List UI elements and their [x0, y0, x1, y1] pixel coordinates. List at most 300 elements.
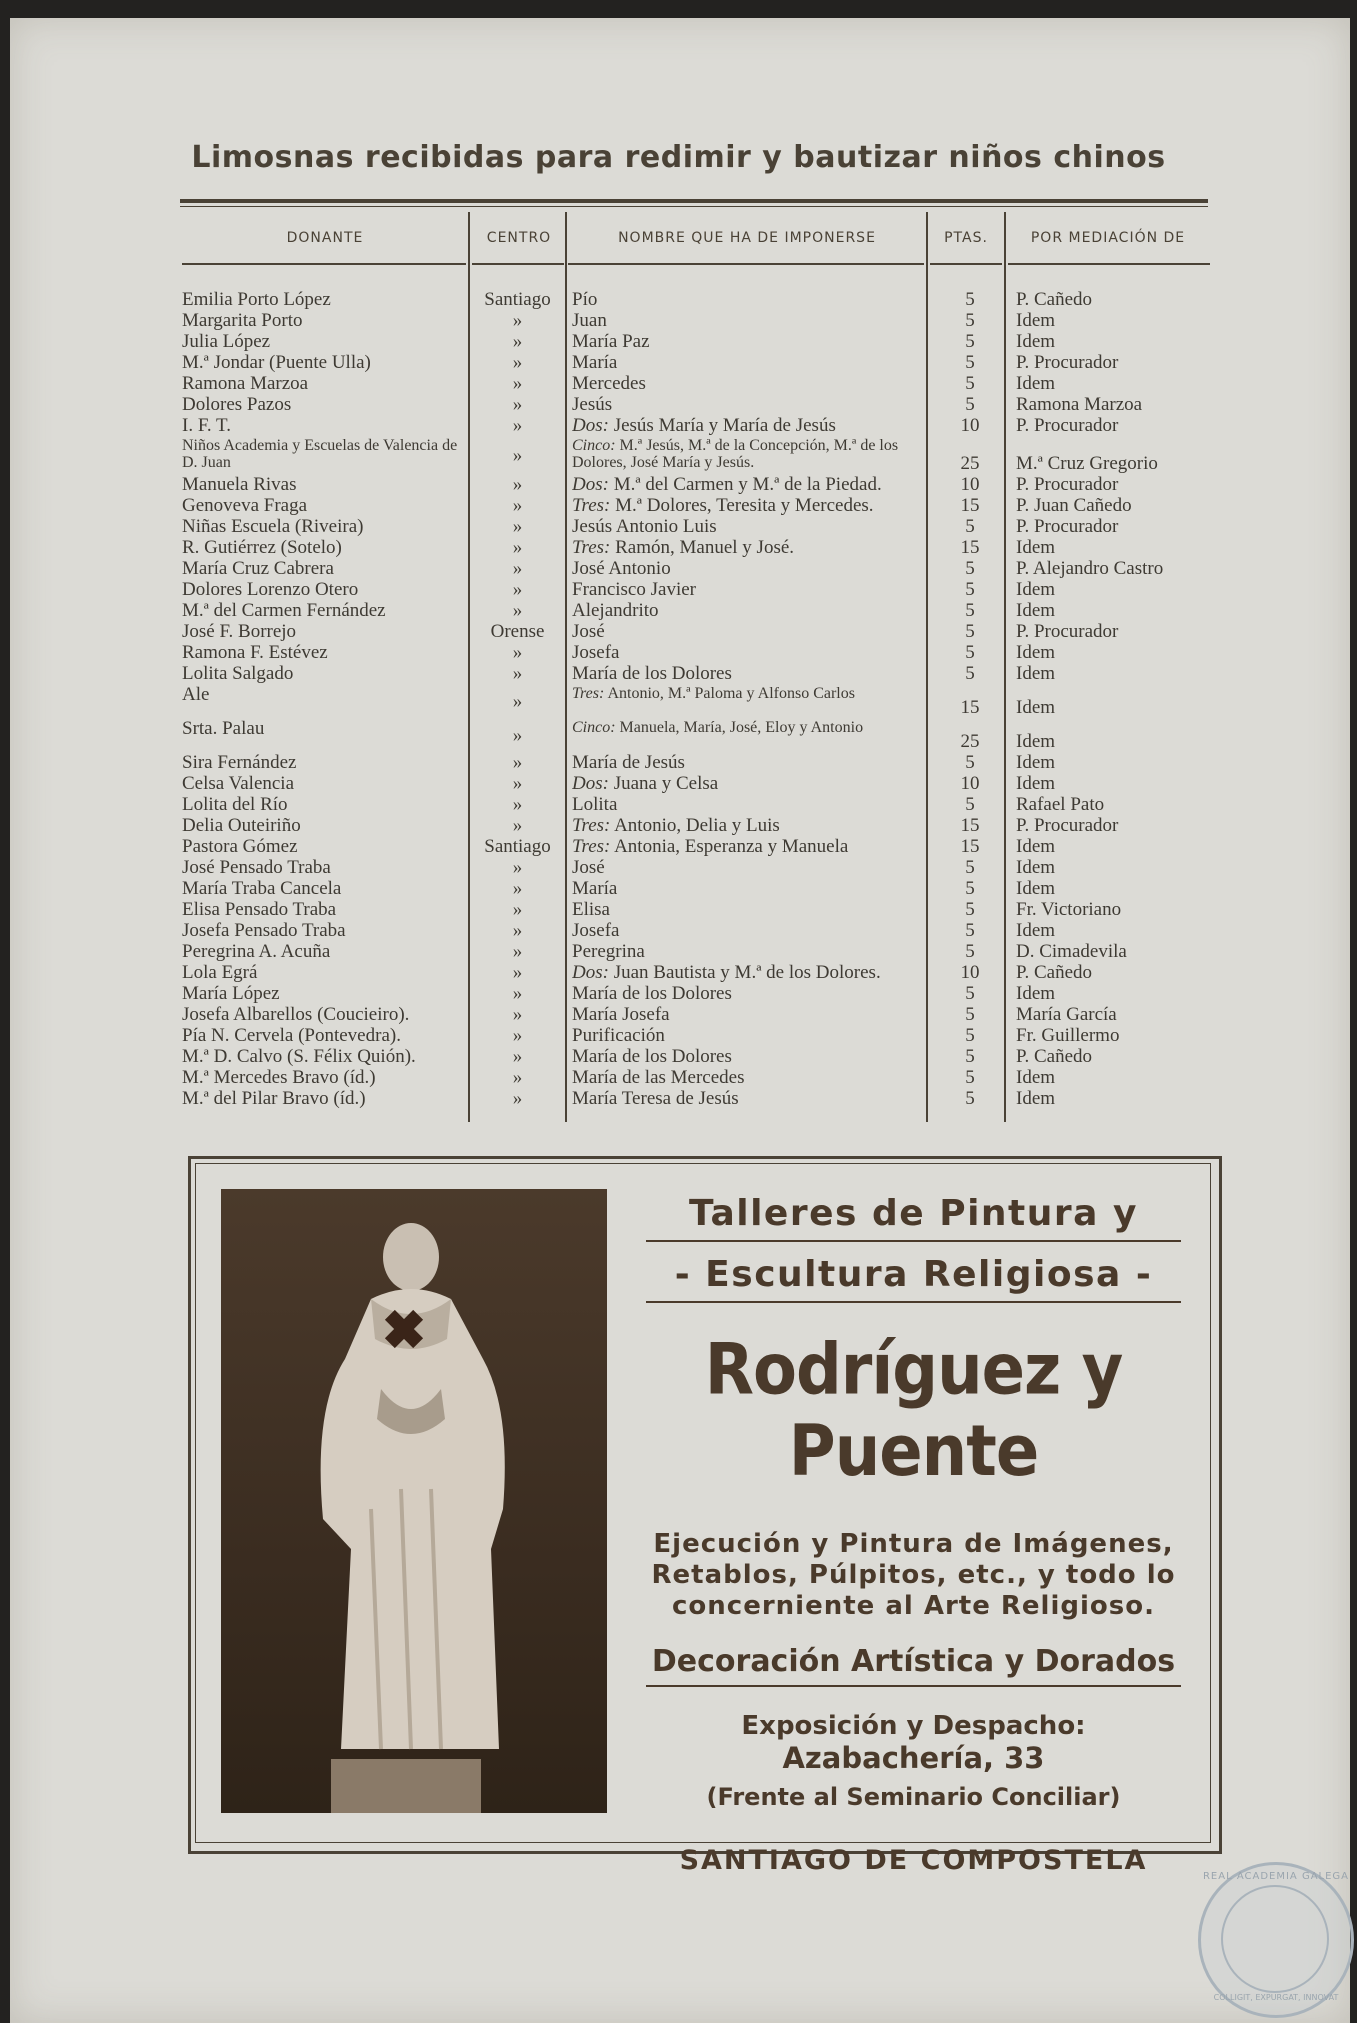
centro-cell: »	[512, 537, 523, 558]
mediacion-cell: Ramona Marzoa	[1016, 394, 1143, 415]
mediacion-cell: Idem	[1016, 857, 1056, 878]
mediacion-cell: Idem	[1016, 1088, 1056, 1109]
ptas-cell: 5	[965, 983, 975, 1004]
table-row	[0, 858, 1357, 879]
donante-cell: Manuela Rivas	[182, 474, 297, 495]
centro-cell: »	[512, 752, 523, 773]
donante-cell: Elisa Pensado Traba	[182, 899, 337, 920]
nombre-text: Josefa	[572, 921, 620, 941]
centro-cell: »	[512, 600, 523, 621]
mediacion-cell: P. Cañedo	[1016, 1046, 1092, 1067]
mediacion-cell: María García	[1016, 1004, 1117, 1025]
nombre-cell	[572, 685, 924, 702]
nombre-text: José Antonio	[572, 559, 671, 579]
nombre-cell	[572, 900, 924, 920]
nombre-text: Juana y Celsa	[613, 774, 719, 794]
centro-cell: »	[512, 352, 523, 373]
centro-cell: Santiago	[484, 836, 551, 857]
ptas-cell: 25	[960, 731, 980, 752]
mediacion-cell: Idem	[1016, 600, 1056, 621]
centro-cell: »	[512, 899, 523, 920]
donante-cell: Dolores Lorenzo Otero	[182, 579, 359, 600]
nombre-cell	[572, 942, 924, 962]
ptas-cell: 5	[965, 1088, 975, 1109]
nombre-cell	[572, 496, 924, 516]
statue-photo	[221, 1189, 607, 1813]
table-row	[0, 353, 1357, 374]
centro-cell: »	[512, 331, 523, 352]
donante-cell: I. F. T.	[182, 415, 231, 436]
nombre-text: Jesús	[572, 395, 613, 415]
nombre-cell	[572, 1068, 924, 1088]
table-row	[0, 559, 1357, 580]
mediacion-cell: Idem	[1016, 773, 1056, 794]
nombre-text: M.ª del Carmen y M.ª de la Piedad.	[613, 475, 882, 495]
mediacion-cell: P. Procurador	[1016, 815, 1119, 836]
mediacion-cell: Idem	[1016, 579, 1056, 600]
centro-cell: »	[512, 724, 523, 746]
centro-cell: »	[512, 642, 523, 663]
ptas-cell: 5	[965, 878, 975, 899]
table-row	[0, 332, 1357, 353]
donante-cell: Genoveva Fraga	[182, 495, 308, 516]
ptas-cell: 15	[960, 697, 980, 718]
donante-cell: Pastora Gómez	[182, 836, 298, 857]
centro-cell: »	[512, 1025, 523, 1046]
table-row	[0, 437, 1357, 475]
advertisement	[188, 1156, 1222, 1876]
donante-cell: Julia López	[182, 331, 271, 352]
centro-cell: Orense	[490, 621, 545, 642]
ad-address-note: (Frente al Seminario Conciliar)	[706, 1783, 1121, 1811]
ptas-cell: 5	[965, 1067, 975, 1088]
donante-cell: Margarita Porto	[182, 310, 303, 331]
nombre-text: Jesús Antonio Luis	[572, 517, 717, 537]
ad-address	[646, 1711, 1181, 1775]
ptas-cell: 5	[965, 331, 975, 352]
nombre-cell	[572, 622, 924, 642]
donante-cell: José Pensado Traba	[182, 857, 331, 878]
mediacion-cell: M.ª Cruz Gregorio	[1016, 453, 1158, 474]
nombre-cell	[572, 1047, 924, 1067]
nombre-cell	[572, 416, 924, 436]
seal-bottom-text: COLLIGIT, EXPURGAT, INNOVAT	[1213, 1993, 1339, 2002]
centro-cell: »	[512, 941, 523, 962]
mediacion-cell: Idem	[1016, 920, 1056, 941]
mediacion-cell: Idem	[1016, 373, 1056, 394]
nombre-text: M.ª Dolores, Teresita y Mercedes.	[615, 496, 874, 516]
donante-cell: Srta. Palau	[182, 718, 265, 739]
nombre-text: Peregrina	[572, 942, 645, 962]
centro-cell: »	[512, 983, 523, 1004]
donante-cell: Peregrina A. Acuña	[182, 941, 331, 962]
table-row	[0, 496, 1357, 517]
ptas-cell: 5	[965, 857, 975, 878]
nombre-text: María de Jesús	[572, 753, 685, 773]
mediacion-cell: Idem	[1016, 663, 1056, 684]
centro-cell: »	[512, 663, 523, 684]
mediacion-cell: Fr. Guillermo	[1016, 1025, 1120, 1046]
header-rule	[182, 263, 466, 265]
ptas-cell: 5	[965, 920, 975, 941]
table-row	[0, 374, 1357, 395]
nombre-count: Tres:	[572, 685, 605, 702]
mediacion-cell: P. Procurador	[1016, 516, 1119, 537]
table-row	[0, 311, 1357, 332]
ad-line-talleres: Talleres de Pintura y	[689, 1193, 1138, 1234]
ptas-cell: 15	[960, 836, 980, 857]
centro-cell: »	[512, 495, 523, 516]
mediacion-cell: P. Procurador	[1016, 474, 1119, 495]
nombre-cell	[572, 374, 924, 394]
ad-rule	[646, 1685, 1181, 1687]
donante-cell: M.ª del Pilar Bravo (íd.)	[182, 1088, 366, 1109]
ad-company-name: Rodríguez y Puente	[704, 1329, 1123, 1493]
donante-cell: José F. Borrejo	[182, 621, 297, 642]
nombre-text: Antonio, M.ª Paloma y Alfonso Carlos	[607, 685, 855, 702]
nombre-count: Dos:	[572, 774, 609, 794]
nombre-count: Dos:	[572, 475, 609, 495]
ptas-cell: 5	[965, 310, 975, 331]
centro-cell: »	[512, 516, 523, 537]
donante-cell: Lolita Salgado	[182, 663, 294, 684]
nombre-cell	[572, 538, 924, 558]
mediacion-cell: Idem	[1016, 537, 1056, 558]
centro-cell: »	[512, 579, 523, 600]
ad-decoration: Decoración Artística y Dorados	[651, 1644, 1176, 1679]
header-centro: CENTRO	[486, 230, 552, 246]
academy-seal	[1198, 1862, 1354, 2018]
donante-cell: Ramona Marzoa	[182, 373, 309, 394]
donante-cell: María Cruz Cabrera	[182, 558, 334, 579]
header-rule	[930, 263, 1002, 265]
mediacion-cell: P. Alejandro Castro	[1016, 558, 1164, 579]
nombre-cell	[572, 1026, 924, 1046]
mediacion-cell: P. Procurador	[1016, 415, 1119, 436]
ptas-cell: 5	[965, 516, 975, 537]
nombre-cell	[572, 774, 924, 794]
nombre-cell	[572, 963, 924, 983]
nombre-text: Jesús María y María de Jesús	[613, 416, 836, 436]
ad-address-label: Exposición y Despacho:	[741, 1711, 1086, 1741]
ptas-cell: 5	[965, 600, 975, 621]
table-row	[0, 664, 1357, 685]
header-ptas: PTAS.	[944, 230, 988, 246]
table-row	[0, 984, 1357, 1005]
nombre-cell	[572, 816, 924, 836]
centro-cell: »	[512, 794, 523, 815]
mediacion-cell: P. Juan Cañedo	[1016, 495, 1132, 516]
ptas-cell: 10	[960, 415, 980, 436]
centro-cell: »	[512, 1088, 523, 1109]
mediacion-cell: Idem	[1016, 1067, 1056, 1088]
nombre-text: Alejandrito	[572, 601, 659, 621]
table-row	[0, 942, 1357, 963]
nombre-text: María Paz	[572, 332, 650, 352]
nombre-cell	[572, 559, 924, 579]
mediacion-cell: Rafael Pato	[1016, 794, 1105, 815]
mediacion-cell: Idem	[1016, 752, 1056, 773]
header-donante: DONANTE	[286, 230, 364, 246]
donante-cell: Josefa Pensado Traba	[182, 920, 346, 941]
nombre-cell	[572, 475, 924, 495]
ad-rule	[646, 1301, 1181, 1303]
ptas-cell: 5	[965, 941, 975, 962]
mediacion-cell: P. Procurador	[1016, 621, 1119, 642]
nombre-text: Manuela, María, José, Eloy y Antonio	[619, 719, 864, 736]
header-rule	[1008, 263, 1210, 265]
mediacion-cell: Idem	[1016, 642, 1056, 663]
ptas-cell: 15	[960, 815, 980, 836]
nombre-cell	[572, 1005, 924, 1025]
seal-inner-ring	[1221, 1885, 1329, 1993]
donante-cell: R. Gutiérrez (Sotelo)	[182, 537, 342, 558]
donante-cell: M.ª D. Calvo (S. Félix Quión).	[182, 1046, 416, 1067]
ptas-cell: 5	[965, 373, 975, 394]
table-row	[0, 963, 1357, 984]
nombre-cell	[572, 753, 924, 773]
ptas-cell: 5	[965, 794, 975, 815]
table-row	[0, 580, 1357, 601]
nombre-cell	[572, 795, 924, 815]
nombre-text: José	[572, 858, 605, 878]
centro-cell: »	[512, 373, 523, 394]
donante-cell: María López	[182, 983, 280, 1004]
nombre-cell	[572, 353, 924, 373]
nombre-cell	[572, 580, 924, 600]
statue-figure	[221, 1189, 607, 1813]
nombre-cell	[572, 858, 924, 878]
ptas-cell: 5	[965, 752, 975, 773]
nombre-text: María Josefa	[572, 1005, 670, 1025]
donante-cell: Ale	[182, 684, 210, 705]
table-row	[0, 290, 1357, 311]
nombre-text: M.ª Jesús, M.ª de la Concepción, M.ª de los Dolores, José María y Jesús.	[572, 437, 899, 471]
ptas-cell: 5	[965, 1004, 975, 1025]
ad-city: SANTIAGO DE COMPOSTELA	[679, 1845, 1148, 1876]
nombre-text: José	[572, 622, 605, 642]
title-rule	[180, 199, 1208, 203]
mediacion-cell: Idem	[1016, 731, 1056, 752]
ad-description: Ejecución y Pintura de Imágenes, Retablos, Púlpitos, etc., y todo lo concerniente al Arte Religioso.	[651, 1529, 1176, 1621]
nombre-cell	[572, 643, 924, 663]
table-row	[0, 416, 1357, 437]
nombre-text: María de los Dolores	[572, 1047, 732, 1067]
table-row	[0, 795, 1357, 816]
centro-cell: »	[512, 394, 523, 415]
ad-line-escultura: - Escultura Religiosa -	[674, 1254, 1153, 1295]
header-rule	[472, 263, 564, 265]
donante-cell: Delia Outeiriño	[182, 815, 301, 836]
nombre-text: Ramón, Manuel y José.	[615, 538, 795, 558]
table-row	[0, 774, 1357, 795]
ptas-cell: 5	[965, 1025, 975, 1046]
mediacion-cell: Idem	[1016, 310, 1056, 331]
ptas-cell: 15	[960, 537, 980, 558]
mediacion-cell: Idem	[1016, 836, 1056, 857]
centro-cell: »	[512, 773, 523, 794]
donante-cell: M.ª Mercedes Bravo (íd.)	[182, 1067, 376, 1088]
nombre-text: Pío	[572, 290, 598, 310]
mediacion-cell: Idem	[1016, 983, 1056, 1004]
nombre-count: Tres:	[572, 496, 611, 516]
nombre-text: Antonio, Delia y Luis	[614, 816, 780, 836]
centro-cell: »	[512, 878, 523, 899]
ad-rule	[646, 1240, 1181, 1242]
donante-cell: Niños Academia y Escuelas de Valencia de D. Juan	[182, 437, 458, 471]
nombre-cell	[572, 719, 924, 736]
table-row	[0, 879, 1357, 900]
table-row	[0, 601, 1357, 622]
centro-cell: »	[512, 962, 523, 983]
seal-top-text: REAL ACADEMIA GALEGA	[1202, 1871, 1350, 1882]
donante-cell: Niñas Escuela (Riveira)	[182, 516, 364, 537]
table-row	[0, 753, 1357, 774]
ptas-cell: 5	[965, 1046, 975, 1067]
nombre-cell	[572, 332, 924, 352]
ptas-cell: 5	[965, 289, 975, 310]
table-row	[0, 622, 1357, 643]
nombre-text: Elisa	[572, 900, 610, 920]
table-row	[0, 1068, 1357, 1089]
centro-cell: »	[512, 920, 523, 941]
donante-cell: M.ª del Carmen Fernández	[182, 600, 386, 621]
nombre-text: Antonia, Esperanza y Manuela	[614, 837, 849, 857]
table-row	[0, 837, 1357, 858]
table-row	[0, 395, 1357, 416]
table-row	[0, 685, 1357, 719]
title-rule-thin	[180, 206, 1208, 207]
mediacion-cell: P. Procurador	[1016, 352, 1119, 373]
nombre-count: Dos:	[572, 416, 609, 436]
ptas-cell: 5	[965, 352, 975, 373]
ptas-cell: 5	[965, 663, 975, 684]
donante-cell: Pía N. Cervela (Pontevedra).	[182, 1025, 401, 1046]
donante-cell: Celsa Valencia	[182, 773, 295, 794]
donante-cell: Lolita del Río	[182, 794, 288, 815]
nombre-text: María de los Dolores	[572, 984, 732, 1004]
donante-cell: M.ª Jondar (Puente Ulla)	[182, 352, 371, 373]
nombre-count: Cinco:	[572, 719, 616, 736]
header-mediacion: POR MEDIACIÓN DE	[1030, 230, 1186, 246]
centro-cell: »	[512, 1004, 523, 1025]
nombre-cell	[572, 290, 924, 310]
table-row	[0, 643, 1357, 664]
nombre-cell	[572, 437, 924, 471]
mediacion-cell: Idem	[1016, 697, 1056, 718]
table-row	[0, 1047, 1357, 1068]
nombre-cell	[572, 664, 924, 684]
nombre-text: Juan	[572, 311, 607, 331]
nombre-count: Cinco:	[572, 437, 616, 454]
table-row	[0, 538, 1357, 559]
ptas-cell: 5	[965, 558, 975, 579]
donante-cell: Ramona F. Estévez	[182, 642, 328, 663]
centro-cell: »	[512, 1046, 523, 1067]
mediacion-cell: Idem	[1016, 331, 1056, 352]
ptas-cell: 5	[965, 579, 975, 600]
nombre-text: María de las Mercedes	[572, 1068, 745, 1088]
nombre-text: María	[572, 353, 618, 373]
nombre-text: Mercedes	[572, 374, 646, 394]
nombre-text: Juan Bautista y M.ª de los Dolores.	[613, 963, 881, 983]
nombre-text: Francisco Javier	[572, 580, 696, 600]
ptas-cell: 10	[960, 962, 980, 983]
donante-cell: Josefa Albarellos (Coucieiro).	[182, 1004, 410, 1025]
ptas-cell: 15	[960, 495, 980, 516]
nombre-text: María	[572, 879, 618, 899]
donante-cell: Lola Egrá	[182, 962, 258, 983]
donante-cell: Dolores Pazos	[182, 394, 292, 415]
header-rule	[568, 263, 924, 265]
mediacion-cell: Fr. Victoriano	[1016, 899, 1122, 920]
table-row	[0, 475, 1357, 496]
ptas-cell: 25	[960, 453, 980, 474]
table-row	[0, 816, 1357, 837]
centro-cell: »	[512, 815, 523, 836]
mediacion-cell: P. Cañedo	[1016, 289, 1092, 310]
ptas-cell: 5	[965, 394, 975, 415]
header-nombre: NOMBRE QUE HA DE IMPONERSE	[618, 230, 876, 246]
mediacion-cell: P. Cañedo	[1016, 962, 1092, 983]
centro-cell: Santiago	[484, 289, 551, 310]
nombre-text: Purificación	[572, 1026, 665, 1046]
nombre-cell	[572, 921, 924, 941]
nombre-count: Dos:	[572, 963, 609, 983]
page-title: Limosnas recibidas para redimir y bautizar niños chinos	[191, 140, 1166, 175]
mediacion-cell: D. Cimadevila	[1016, 941, 1127, 962]
centro-cell: »	[512, 857, 523, 878]
ptas-cell: 5	[965, 899, 975, 920]
nombre-count: Tres:	[572, 837, 611, 857]
nombre-cell	[572, 879, 924, 899]
table-row	[0, 517, 1357, 538]
nombre-cell	[572, 1089, 924, 1109]
table-row	[0, 1026, 1357, 1047]
nombre-cell	[572, 601, 924, 621]
nombre-text: Lolita	[572, 795, 618, 815]
ad-address-value: Azabachería, 33	[782, 1741, 1045, 1775]
centro-cell: »	[512, 310, 523, 331]
centro-cell: »	[512, 690, 523, 712]
centro-cell: »	[512, 474, 523, 495]
table-row	[0, 719, 1357, 753]
nombre-text: Josefa	[572, 643, 620, 663]
table-row	[0, 921, 1357, 942]
nombre-cell	[572, 837, 924, 857]
nombre-text: María de los Dolores	[572, 664, 732, 684]
table-row	[0, 1005, 1357, 1026]
donante-cell: María Traba Cancela	[182, 878, 342, 899]
nombre-count: Tres:	[572, 538, 611, 558]
donante-cell: Emilia Porto López	[182, 289, 331, 310]
nombre-text: María Teresa de Jesús	[572, 1089, 739, 1109]
ptas-cell: 10	[960, 474, 980, 495]
centro-cell: »	[512, 1067, 523, 1088]
ptas-cell: 10	[960, 773, 980, 794]
ptas-cell: 5	[965, 642, 975, 663]
ptas-cell: 5	[965, 621, 975, 642]
nombre-cell	[572, 984, 924, 1004]
nombre-cell	[572, 517, 924, 537]
centro-cell: »	[512, 444, 523, 466]
table-row	[0, 1089, 1357, 1110]
donante-cell: Sira Fernández	[182, 752, 297, 773]
nombre-cell	[572, 395, 924, 415]
centro-cell: »	[512, 558, 523, 579]
centro-cell: »	[512, 415, 523, 436]
mediacion-cell: Idem	[1016, 878, 1056, 899]
